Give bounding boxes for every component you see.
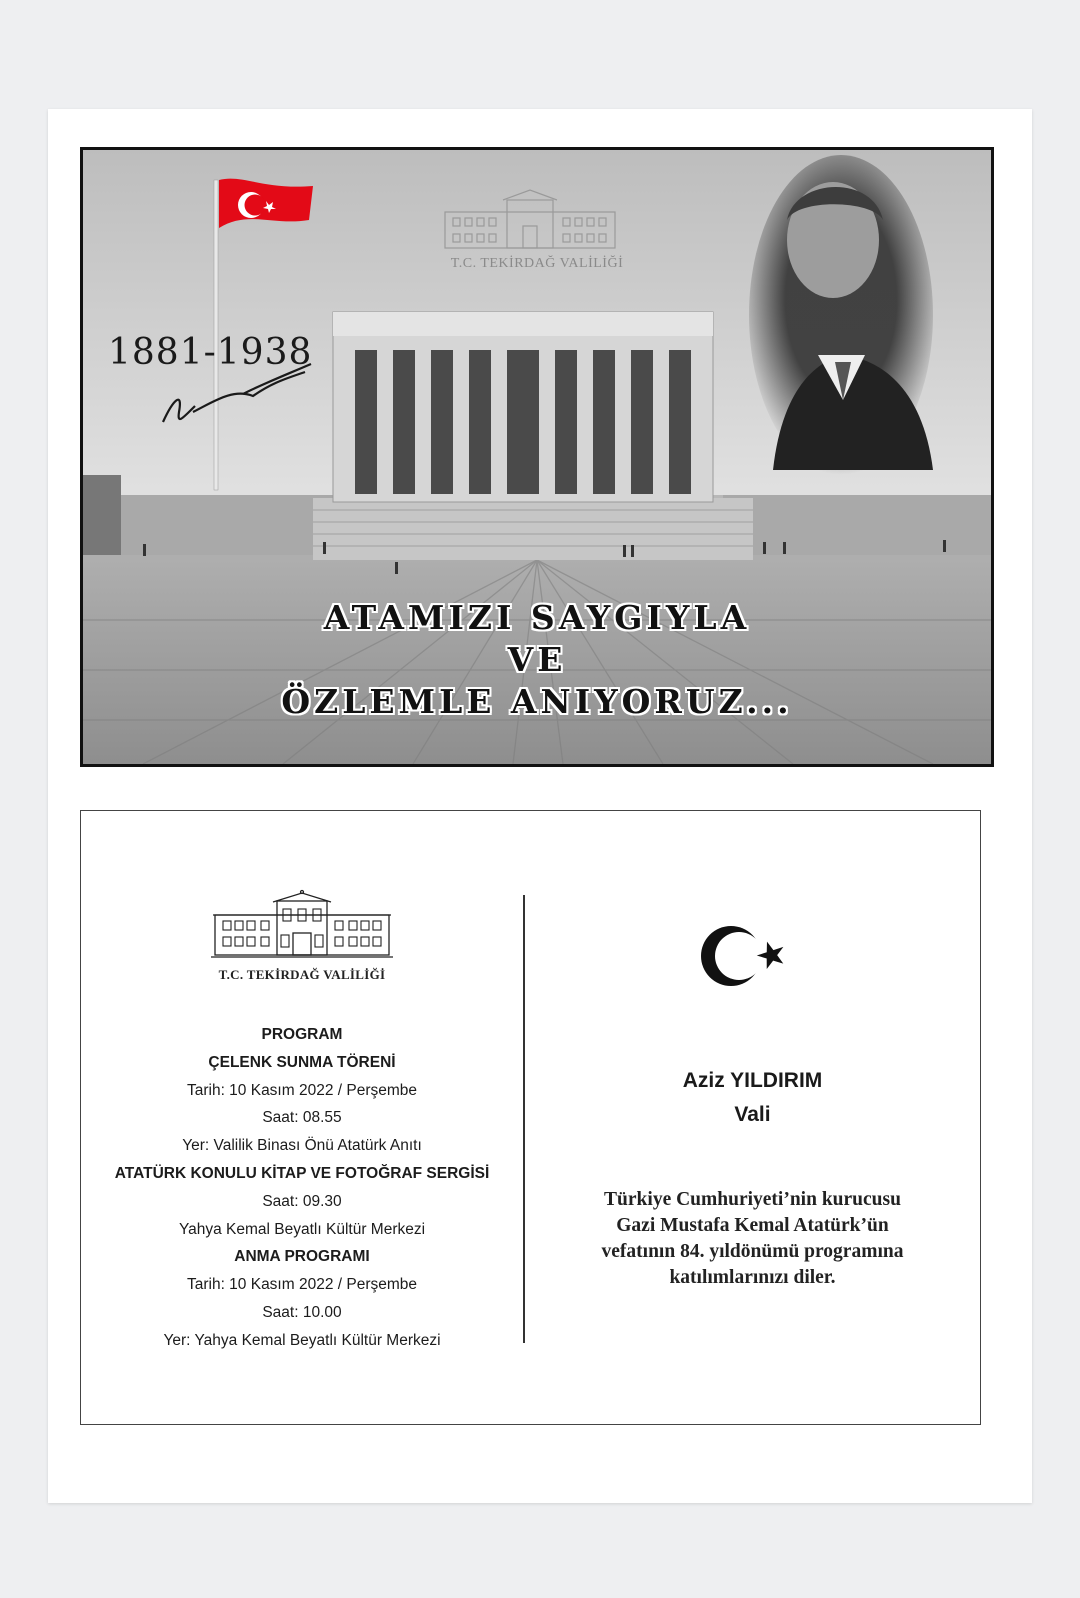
commemoration-poster: [80, 147, 994, 767]
valilik-label: T.C. TEKİRDAĞ VALİLİĞİ: [218, 967, 386, 982]
program-line: ATATÜRK KONULU KİTAP VE FOTOĞRAF SERGİSİ: [114, 1164, 490, 1182]
program-line: Yer: Yahya Kemal Beyatlı Kültür Merkezi: [163, 1331, 441, 1349]
headline-line-2: VE: [507, 640, 567, 679]
poster-emblem-label: T.C. TEKİRDAĞ VALİLİĞİ: [450, 256, 624, 271]
program-line: Tarih: 10 Kasım 2022 / Perşembe: [186, 1276, 418, 1294]
invitation-card: [80, 810, 981, 1425]
years-text: 1881-1938: [108, 332, 313, 373]
invitation-line: katılımlarınızı diler.: [669, 1267, 836, 1288]
program-list: [81, 1021, 523, 1355]
program-line: Yahya Kemal Beyatlı Kültür Merkezi: [178, 1220, 426, 1238]
program-line: Saat: 10.00: [262, 1303, 342, 1321]
valilik-building-icon: [211, 889, 393, 961]
invitation-message: [525, 1187, 980, 1291]
invitation-column: [525, 811, 980, 1424]
invitation-sheet: [48, 109, 1032, 1503]
signer-title: Vali: [734, 1103, 771, 1126]
headline-line-3: ÖZLEMLE ANIYORUZ...: [281, 682, 793, 721]
headline-line-1: ATAMIZI SAYGIYLA: [323, 598, 751, 637]
invitation-line: Gazi Mustafa Kemal Atatürk’ün: [616, 1215, 889, 1236]
program-line: Yer: Valilik Binası Önü Atatürk Anıtı: [182, 1137, 422, 1155]
crescent-star-icon: [701, 921, 791, 991]
invitation-line: vefatının 84. yıldönümü programına: [601, 1241, 904, 1262]
program-column: [81, 811, 523, 1424]
program-line: Tarih: 10 Kasım 2022 / Perşembe: [186, 1081, 418, 1099]
program-line: Saat: 09.30: [262, 1192, 342, 1210]
program-line: ANMA PROGRAMI: [234, 1248, 370, 1266]
signer-name: Aziz YILDIRIM: [682, 1069, 823, 1092]
program-line: Saat: 08.55: [262, 1109, 342, 1127]
program-line: ÇELENK SUNMA TÖRENİ: [208, 1053, 396, 1071]
program-line: PROGRAM: [261, 1026, 343, 1043]
invitation-line: Türkiye Cumhuriyeti’nin kurucusu: [604, 1189, 901, 1210]
